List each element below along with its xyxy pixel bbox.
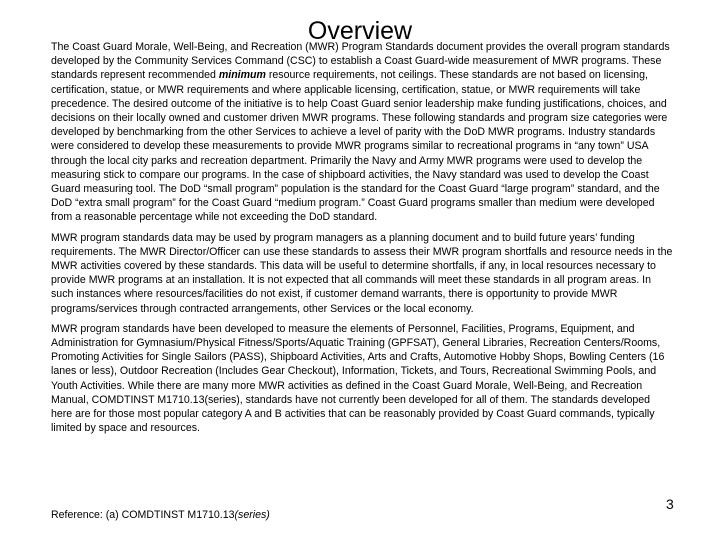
slide-title: Overview [307,17,413,45]
reference-text: Reference: (a) COMDTINST M1710.13 [51,509,235,521]
paragraph-overview [51,40,673,225]
emphasis-minimum: minimum [218,69,266,82]
paragraph-usage: MWR program standards data may be used by program managers as a planning document and to build future years’ funding requirements. The MWR Director/Officer can use these standards to assess their MWR program shortfalls and resource needs in the MWR activities covered by these standards. This data will be useful to determine shortfalls, if any, in local resources necessary to provide MWR programs at an installation. It is not expected that all commands will meet these standards in all program areas. In such instances where resources/facilities do not exist, if customer demand warrants, there is opportunity to provide MWR programs/services through contracted arrangements, other Services or the local economy. [51,231,673,315]
paragraph-overview-text-start: The Coast Guard Morale, Well-Being, and Recreation (MWR) Program Standards document provides the overall program standards developed by the Community Services Command (CSC) to establish a Coast Guard-wide measurement of MWR programs. These standards represent recommended [51,41,670,82]
paragraph-overview-text-end: resource requirements, not ceilings. These standards are not based on licensing, certification, statue, or MWR requirements and where applicable licensing, certification, statue, or MWR requirements will take precedence. The desired outcome of the initiative is to help Coast Guard senior leadership make funding justifications, choices, and decisions on their locally owned and customer driven MWR programs. These following standards and program size categories were developed by benchmarking from the other Services to achieve a level of parity with the DoD MWR programs. Industry standards were considered to develop these measurements to provide MWR programs similar to recreational programs in “any town” USA through the local city parks and recreation department. Primarily the Navy and Army MWR programs were used to develop the measuring stick to compare our programs. In the case of shipboard activities, the Navy standard was used to develop the Coast Guard measuring tool. The DoD “small program” population is the standard for the Coast Guard “large program” standard, and the DoD “extra small program” for the Coast Guard “medium program.” Coast Guard programs smaller than medium were developed from a reasonable percentage while not exceeding the DoD standard. [51,69,668,224]
paragraph-program-elements: MWR program standards have been developed to measure the elements of Personnel, Facilities, Programs, Equipment, and Administration for Gymnasium/Physical Fitness/Sports/Aquatic Training (GPFSAT), General Libraries, Recreation Centers/Rooms, Promoting Activities for Single Sailors (PASS), Shipboard Activities, Arts and Crafts, Automotive Hobby Shops, Bowling Centers (16 lanes or less), Outdoor Recreation (Includes Gear Checkout), Information, Tickets, and Tours, Recreational Swimming Pools, and Youth Activities. While there are many more MWR activities as defined in the Coast Guard Morale, Well-Being, and Recreation Manual, COMDTINST M1710.13(series), standards have not currently been developed for all of them. The standards developed here are for those most popular category A and B activities that can be reasonably provided by Coast Guard commands, typically limited by space and resources. [51,322,665,435]
reference-series: (series) [234,509,270,521]
slide-body [51,40,673,441]
page-number: 3 [666,496,674,512]
reference-note [51,508,270,522]
